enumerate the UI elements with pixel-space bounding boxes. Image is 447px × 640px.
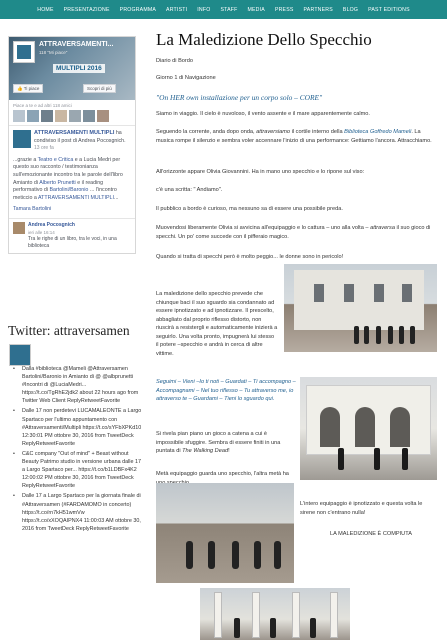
paragraph: c'è una scritta: " Andiamo". (156, 187, 223, 193)
post-author[interactable]: ATTRAVERSAMENTI MULTIPLI (34, 130, 115, 136)
nav-info[interactable]: INFO (197, 6, 211, 13)
nav-blog[interactable]: BLOG (342, 6, 359, 13)
tweet[interactable]: • C&C company "Out of mind" + Beast without Beauty Patrimo studio in versione urbana dalle 17 a Largo Spartaco per... https://t.co/b1LDBFx4K2 12:00:02 PM ottobre 30, 2016 from TweetDeck ReplyRetweetFavorite (10, 450, 142, 490)
post-link[interactable]: Teatro e Critica (37, 156, 74, 163)
post-link[interactable]: Alberto Prunetti (39, 179, 76, 186)
avatar[interactable] (97, 110, 109, 122)
nav-programma[interactable]: PROGRAMMA (119, 6, 157, 13)
performance-photo[interactable] (300, 377, 437, 480)
paragraph: Seguendo la corrente, anda dopo onda, attraversiamo il cortile interno della Biblioteca Goffredo Mameli. La musica rompe il silenzio e sembra voler accennare l'inizio di una performance: Gettiamo l'ancora. Attracchiamo. (156, 129, 432, 144)
paragraph: Diario di Bordo (156, 58, 193, 64)
tweet[interactable]: • Dalle 17 non perdetevi LUCAMALEONTE a Largo Spartaco per l'ultimo appuntamento con #Attraversamenti/Multipli https://t.co/sYFbXPKd10 12:30:01 PM ottobre 30, 2016 from TweetDeck ReplyRetweetFavorite (10, 407, 142, 447)
nav-presentazione[interactable]: PRESENTAZIONE (63, 6, 110, 13)
sidebar (8, 36, 138, 254)
paragraph: Muovendosi liberamente Olivia si avvicina all'equipaggio e lo cattura – uno alla volta – attraversa il suo gioco di specchi. Un po' come succede con il pifferaio magico. (156, 225, 431, 240)
post-link[interactable]: Bartolini/Baronio (49, 187, 89, 194)
paragraph: Quando si tratta di specchi però è molto peggio... le donne sono in pericolo! (156, 254, 344, 260)
facebook-page-widget (8, 36, 136, 254)
comment-text: Tra le righe di un libro, tra le voci, in una biblioteca (28, 235, 117, 249)
post-author-avatar[interactable] (13, 130, 31, 148)
post-body: ...grazie a Teatro e Critica e a Lucia Medri per questo suo racconto / testimonianza sull'emozionante incontro tra le parole dell'libro Amianto di Alberto Prunetti e il reading performativo di Bartolini/Baronio ... l'incontro meticcio a ATTRAVERSAMENTI MULTIPLI... (13, 156, 123, 201)
performance-photo[interactable] (200, 588, 350, 640)
facebook-learn-more-button[interactable]: Scopri di più (83, 84, 116, 93)
friends-avatars (13, 110, 131, 122)
facebook-likes-count: 118 "Mi piace" (39, 50, 68, 55)
comment-avatar[interactable] (13, 222, 25, 234)
library-link[interactable]: Biblioteca Goffredo Mameli (344, 129, 412, 135)
nav-staff[interactable]: STAFF (220, 6, 238, 13)
top-navigation (0, 0, 447, 19)
performance-photo[interactable] (284, 264, 437, 352)
twitter-feed (10, 365, 142, 535)
avatar[interactable] (69, 110, 81, 122)
facebook-like-button[interactable]: 👍 Ti piace (13, 84, 43, 93)
closing-line: LA MALEDIZIONE È COMPIUTA (330, 531, 412, 537)
paragraph: Siamo in viaggio. Il cielo è nuvoloso, il vento assente e il mare apparentemente calmo. (156, 111, 370, 117)
nav-artisti[interactable]: ARTISTI (166, 6, 188, 13)
thumbs-up-icon: 👍 (17, 86, 23, 91)
facebook-cover[interactable] (9, 37, 135, 100)
poem: Seguimi – Vieni –Io ti noti – Guardati – Ti accompagno – Accompagnami – Nel tuo riflesso – Tu attraverso me, io attraverso te – Guardami – Tieni lo sguardo qui. (156, 379, 296, 402)
page-logo[interactable] (13, 41, 35, 63)
paragraph: All'orizzonte appare Olivia Giovannini. Ha in mano uno specchio e lo ripone sul viso: (156, 169, 365, 175)
paragraph: Metà equipaggio guarda uno specchio, l'altra metà ha (156, 471, 289, 477)
paragraph: La maledizione dello specchio prevede che chiunque baci il suo sguardo sia condannato ad essere ipnotizzato e ad ipnotizzare. Il prescelto, abbagliato dal proprio riflesso distorto, non riuscirà a resistergli e automaticamente inizierà a seguirlo. Una volta pronto, impugnerà lui stesso il potere –specchio e andrà in cerca di altre vittime. (156, 291, 278, 357)
post-title: La Maledizione Dello Specchio (156, 30, 372, 49)
facebook-post (9, 125, 135, 218)
tweet[interactable]: • Dalla #biblioteca @Mameli @Attraversamen Bartolini/Baronio in Amianto di @ @albprunetti #Incontri di @LuciaMedri... https://t.co/TgRhE2jdk2 about 22 hours ago from Twitter Web Client ReplyRetweetFavorite (10, 365, 142, 405)
paragraph: Si rivela pian piano un gioco a catena a cui è impossibile sfuggire. Sembra di essere finiti in una puntata di The Walking Dead! (156, 431, 281, 454)
facebook-shared-comment (9, 218, 135, 253)
post-action: ha condiviso il post di Andrea Pocosgnich. (34, 130, 126, 144)
facebook-friends (9, 100, 135, 125)
friends-text: Piace a te e ad altri 118 amici (13, 103, 72, 108)
facebook-page-name[interactable]: ATTRAVERSAMENTI... (39, 41, 114, 48)
avatar[interactable] (27, 110, 39, 122)
twitter-title: Twitter: attraversamen (8, 323, 130, 338)
avatar[interactable] (55, 110, 67, 122)
nav-home[interactable]: HOME (37, 6, 54, 13)
post-link[interactable]: ATTRAVERSAMENTI MULTIPLI (38, 194, 114, 201)
avatar[interactable] (13, 110, 25, 122)
comment-author[interactable]: Andrea Pocosgnich (28, 221, 75, 228)
installation-title: "On HER own installazione per un corpo solo – CORE" (156, 93, 323, 102)
nav-media[interactable]: MEDIA (247, 6, 265, 13)
avatar[interactable] (41, 110, 53, 122)
nav-past-editions[interactable]: PAST EDITIONS (368, 6, 410, 13)
comment-time: ieri alle 16:14 (28, 229, 55, 235)
paragraph: Il pubblico a bordo è curioso, ma nessuno sa di essere una possibile preda. (156, 206, 343, 212)
nav-press[interactable]: PRESS (274, 6, 294, 13)
avatar[interactable] (83, 110, 95, 122)
post-signature[interactable]: Tamara Bartolini (13, 206, 52, 213)
twitter-avatar[interactable] (9, 344, 31, 366)
post-time[interactable]: 13 ore fa (34, 145, 54, 152)
nav-partners[interactable]: PARTNERS (303, 6, 333, 13)
paragraph: L'intero equipaggio è ipnotizzato e questa volta le sirene non c'entrano nulla! (300, 501, 423, 516)
tweet[interactable]: • Dalle 17 a Largo Spartaco per la giornata finale di #Attraversamen (#FARDAMOMO in concerto) https://t.co/rn7kH51wmVw https://t.co/xXOQAIPNX4 11:00:03 AM ottobre 30, 2016 from TweetDeck ReplyRetweetFavorite (10, 492, 142, 532)
paragraph: Giorno 1 di Navigazione (156, 75, 216, 81)
performance-photo[interactable] (156, 483, 294, 583)
cover-banner-text: MULTIPLI 2016 (53, 64, 105, 73)
